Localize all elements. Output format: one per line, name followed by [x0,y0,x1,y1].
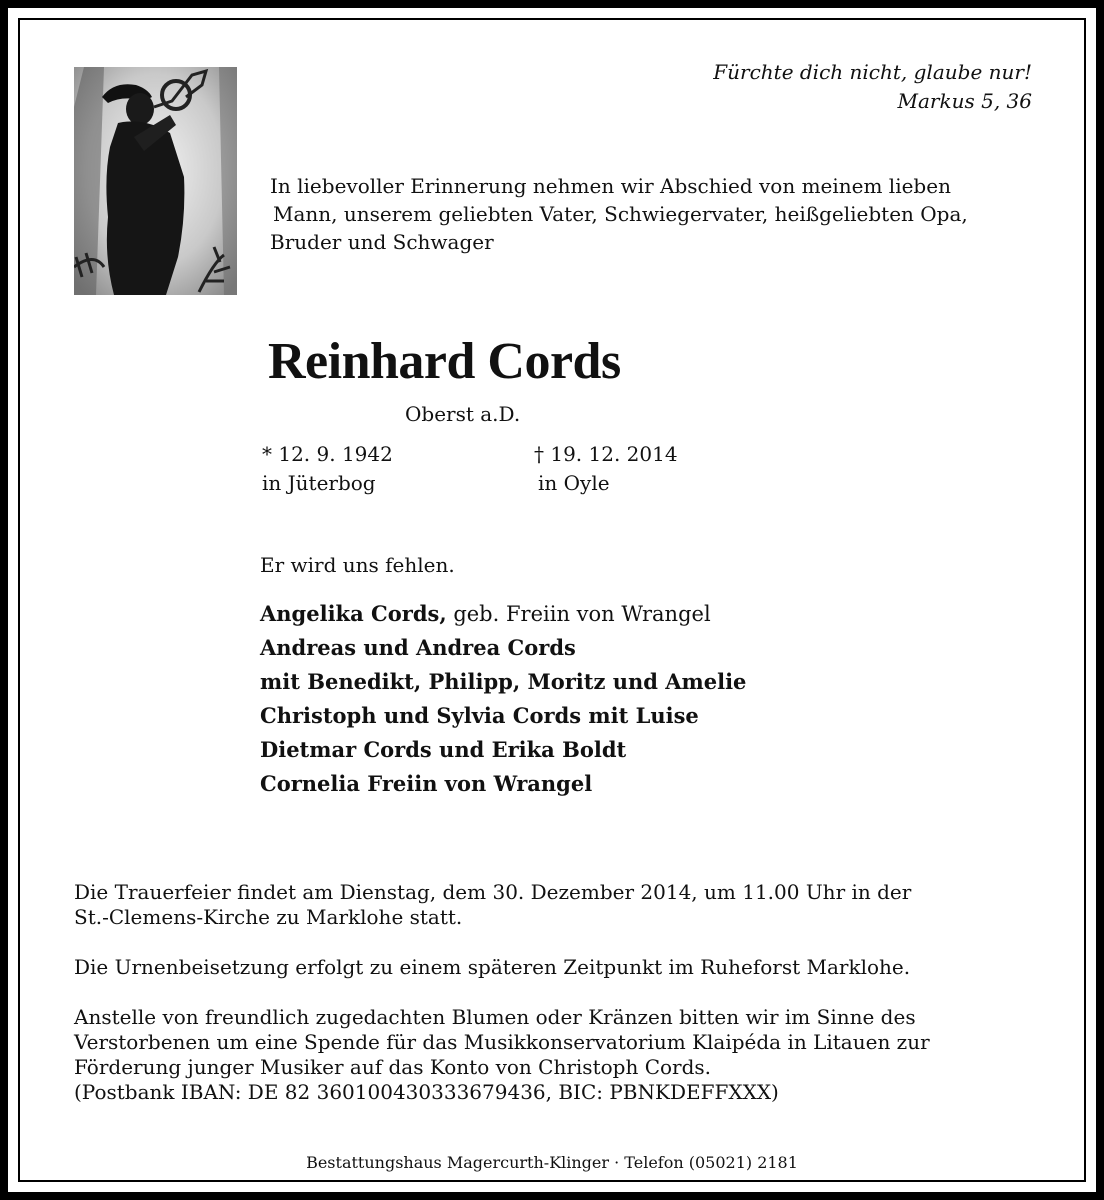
donation-line-3: Förderung junger Musiker auf das Konto von Christoph Cords. [74,1055,712,1079]
quote-text: Fürchte dich nicht, glaube nur! [713,60,1032,84]
quote-reference: Markus 5, 36 [897,89,1032,113]
donation-line-2: Verstorbenen um eine Spende für das Musikkonservatorium Klaipéda in Litauen zur [74,1030,930,1054]
birth-place: in Jüterbog [262,471,376,495]
intro-line-2: Mann, unserem geliebten Vater, Schwiegervater, heißgeliebten Opa, [273,202,968,226]
funeral-line-1: Die Trauerfeier findet am Dienstag, dem 30. Dezember 2014, um 11.00 Uhr in der [74,880,912,904]
memorial-photo [74,67,237,295]
death-info [534,440,678,498]
widow-maiden-name: geb. Freiin von Wrangel [446,602,711,626]
deceased-rank: Oberst a.D. [405,402,521,426]
funeral-info [74,880,1032,1105]
donation-line-1: Anstelle von freundlich zugedachten Blumen oder Kränzen bitten wir im Sinne des [74,1005,916,1029]
bible-quote [713,58,1032,116]
family-line-widow [260,597,746,631]
family-line: Andreas und Andrea Cords [260,635,576,660]
intro-text [270,172,1030,256]
birth-info [262,440,393,498]
death-date: † 19. 12. 2014 [534,442,678,466]
family-line: Christoph und Sylvia Cords mit Luise [260,703,699,728]
family-list [260,597,746,801]
urn-burial-text: Die Urnenbeisetzung erfolgt zu einem späteren Zeitpunkt im Ruheforst Marklohe. [74,955,911,979]
family-line: mit Benedikt, Philipp, Moritz und Amelie [260,669,747,694]
intro-line-3: Bruder und Schwager [270,230,494,254]
donation-line-4: (Postbank IBAN: DE 82 360100430333679436, BIC: PBNKDEFFXXX) [74,1080,779,1104]
birth-date: * 12. 9. 1942 [262,442,393,466]
family-line: Cornelia Freiin von Wrangel [260,771,593,796]
death-place: in Oyle [538,471,610,495]
funeral-line-2: St.-Clemens-Kirche zu Marklohe statt. [74,905,463,929]
hunter-horn-photo [74,67,237,295]
funeral-home-footer: Bestattungshaus Magercurth-Klinger · Telefon (05021) 2181 [306,1153,798,1172]
intro-line-1: In liebevoller Erinnerung nehmen wir Abschied von meinem lieben [270,174,951,198]
deceased-name: Reinhard Cords [268,333,621,390]
widow-name: Angelika Cords, [260,601,447,626]
closing-line: Er wird uns fehlen. [260,553,455,577]
family-line: Dietmar Cords und Erika Boldt [260,737,627,762]
